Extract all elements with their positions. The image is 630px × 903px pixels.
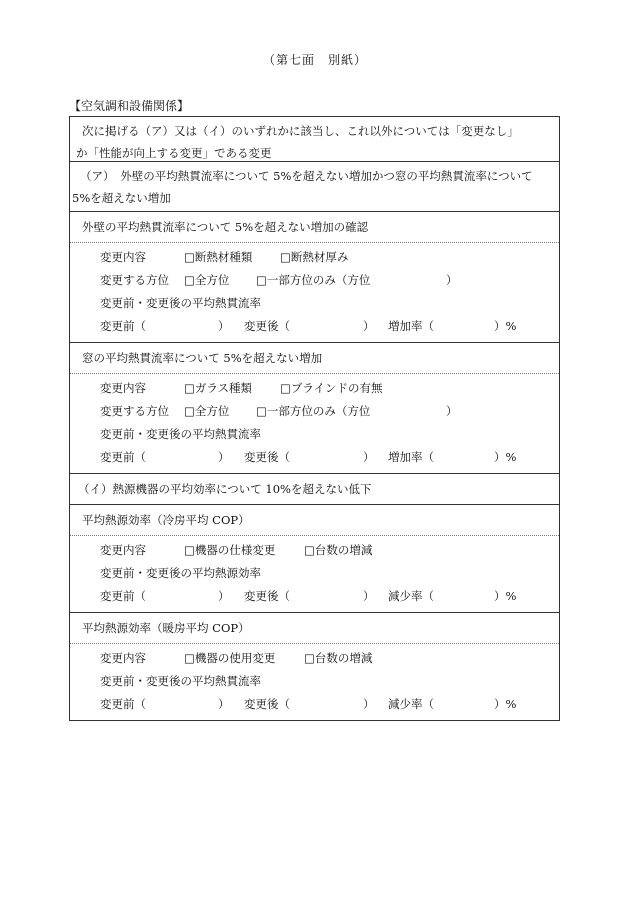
window-before-close: ） [218, 450, 230, 464]
window-opt-glass-type[interactable]: □ガラス種類 [184, 381, 253, 395]
wall-direction-label: 変更する方位 [100, 273, 169, 287]
wall-opt-insulation-type[interactable]: □断熱材種類 [184, 250, 253, 264]
cooling-change-line [70, 539, 559, 562]
cooling-detail-row [70, 535, 559, 612]
window-dir-close: ） [446, 404, 458, 418]
part-a-line-2: 5%を超えない増加 [72, 191, 171, 205]
window-opt-blind[interactable]: □ブラインドの有無 [280, 381, 383, 395]
heating-after-close: ） [363, 697, 375, 711]
heating-rate-close: ）% [494, 697, 517, 711]
wall-rate-field[interactable]: 増加率（ [388, 319, 434, 333]
window-change-line [70, 377, 559, 400]
cooling-rate-close: ）% [494, 589, 517, 603]
window-before-field[interactable]: 変更前（ [100, 450, 146, 464]
cooling-header: 平均熱源効率（冷房平均 COP） [82, 513, 250, 527]
wall-change-line [70, 246, 559, 269]
page-title: （第七面 別紙） [262, 53, 367, 67]
wall-after-field[interactable]: 変更後（ [244, 319, 290, 333]
heating-before-field[interactable]: 変更前（ [100, 697, 146, 711]
wall-values-line [70, 315, 559, 338]
wall-before-after-label: 変更前・変更後の平均熱貫流率 [100, 296, 261, 310]
window-change-label: 変更内容 [100, 381, 146, 395]
window-after-close: ） [363, 450, 375, 464]
window-detail-row [70, 373, 559, 473]
heating-before-after-label-line [70, 670, 559, 693]
window-header: 窓の平均熱貫流率について 5%を超えない増加 [82, 351, 323, 365]
window-dir-all-checkbox[interactable]: □全方位 [184, 404, 230, 418]
heating-header: 平均熱源効率（暖房平均 COP） [82, 621, 250, 635]
window-direction-line [70, 400, 559, 423]
heating-detail-row [70, 643, 559, 720]
wall-rate-close: ）% [494, 319, 517, 333]
cooling-before-close: ） [218, 589, 230, 603]
intro-row [70, 117, 559, 161]
window-rate-close: ）% [494, 450, 517, 464]
cooling-after-field[interactable]: 変更後（ [244, 589, 290, 603]
cooling-before-after-label: 変更前・変更後の平均熱源効率 [100, 566, 261, 580]
part-a-row [70, 161, 559, 211]
heating-opt-unit-count[interactable]: □台数の増減 [304, 651, 373, 665]
form-table [69, 116, 560, 721]
intro-line-2: か「性能が向上する変更」である変更 [76, 146, 272, 160]
wall-change-label: 変更内容 [100, 250, 146, 264]
heating-change-line [70, 647, 559, 670]
cooling-rate-field[interactable]: 減少率（ [388, 589, 434, 603]
window-values-line [70, 446, 559, 469]
window-rate-field[interactable]: 増加率（ [388, 450, 434, 464]
heating-before-after-label: 変更前・変更後の平均熱貫流率 [100, 674, 261, 688]
intro-line-1: 次に掲げる（ア）又は（イ）のいずれかに該当し、これ以外については「変更なし」 [82, 124, 519, 138]
part-b-row [70, 473, 559, 504]
cooling-after-close: ） [363, 589, 375, 603]
wall-header: 外壁の平均熱貫流率について 5%を超えない増加の確認 [82, 220, 369, 234]
heating-opt-usage-change[interactable]: □機器の使用変更 [184, 651, 276, 665]
cooling-change-label: 変更内容 [100, 543, 146, 557]
cooling-opt-spec-change[interactable]: □機器の仕様変更 [184, 543, 276, 557]
window-before-after-label: 変更前・変更後の平均熱貫流率 [100, 427, 261, 441]
wall-before-after-label-line [70, 292, 559, 315]
wall-after-close: ） [363, 319, 375, 333]
cooling-before-field[interactable]: 変更前（ [100, 589, 146, 603]
window-before-after-label-line [70, 423, 559, 446]
heating-change-label: 変更内容 [100, 651, 146, 665]
heating-after-field[interactable]: 変更後（ [244, 697, 290, 711]
part-b-header: （イ）熱源機器の平均効率について 10%を超えない低下 [78, 482, 372, 496]
wall-opt-insulation-thickness[interactable]: □断熱材厚み [280, 250, 349, 264]
wall-before-close: ） [218, 319, 230, 333]
cooling-before-after-label-line [70, 562, 559, 585]
cooling-values-line [70, 585, 559, 608]
wall-dir-part-checkbox[interactable]: □一部方位のみ（方位 [256, 273, 371, 287]
wall-header-row [70, 211, 559, 242]
part-a-line-1: （ア） 外壁の平均熱貫流率について 5%を超えない増加かつ窓の平均熱貫流率について [80, 169, 533, 183]
wall-before-field[interactable]: 変更前（ [100, 319, 146, 333]
cooling-header-row [70, 504, 559, 535]
window-direction-label: 変更する方位 [100, 404, 169, 418]
window-header-row [70, 342, 559, 373]
heating-before-close: ） [218, 697, 230, 711]
section-heading: 【空気調和設備関係】 [69, 99, 190, 113]
heating-rate-field[interactable]: 減少率（ [388, 697, 434, 711]
wall-dir-close: ） [446, 273, 458, 287]
window-dir-part-checkbox[interactable]: □一部方位のみ（方位 [256, 404, 371, 418]
wall-direction-line [70, 269, 559, 292]
wall-detail-row [70, 242, 559, 342]
heating-header-row [70, 612, 559, 643]
wall-dir-all-checkbox[interactable]: □全方位 [184, 273, 230, 287]
heating-values-line [70, 693, 559, 716]
cooling-opt-unit-count[interactable]: □台数の増減 [304, 543, 373, 557]
window-after-field[interactable]: 変更後（ [244, 450, 290, 464]
